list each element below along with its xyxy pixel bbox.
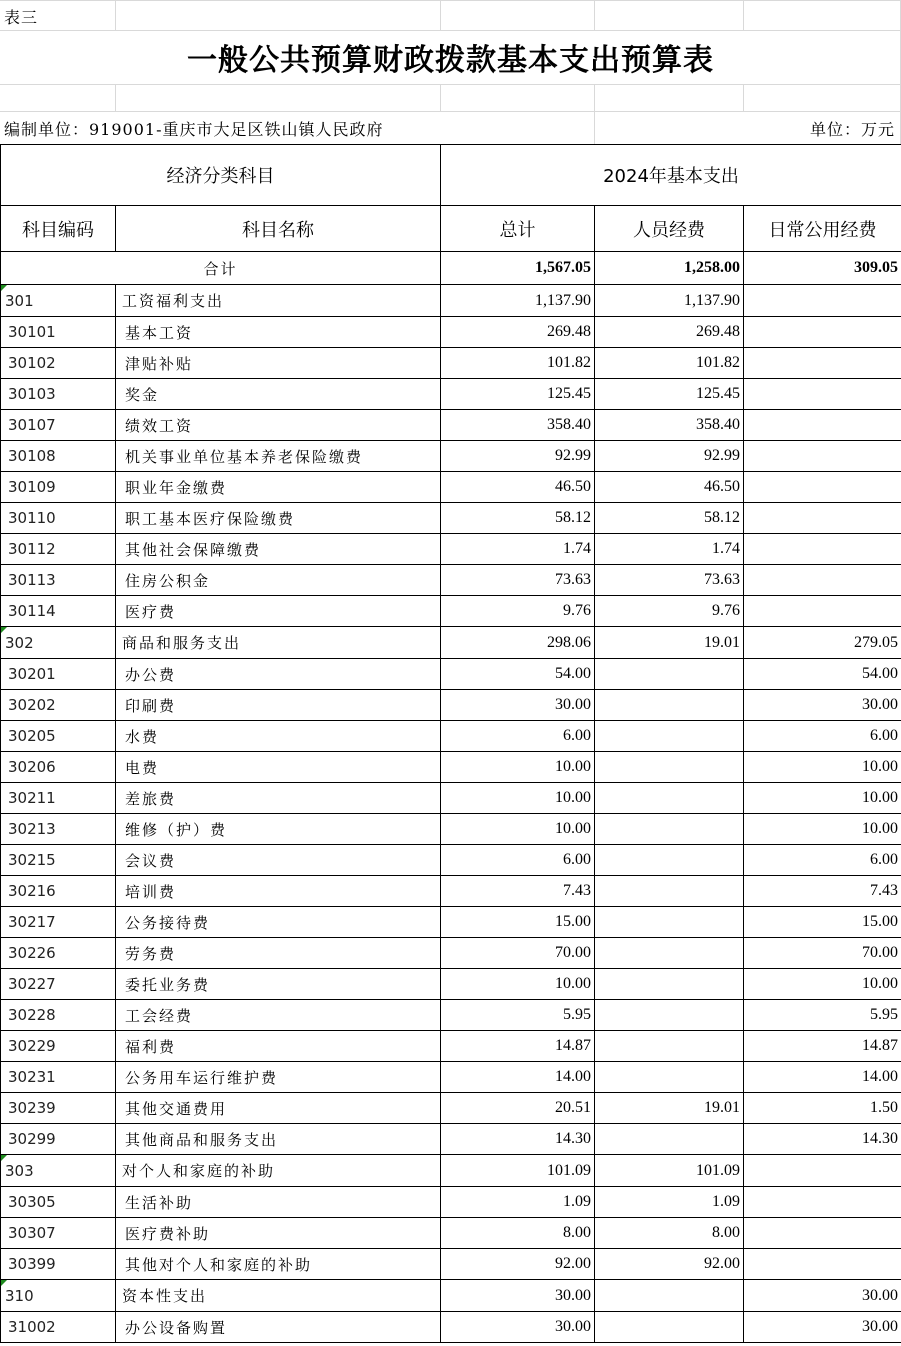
row-code: 30226 <box>1 938 116 969</box>
table-row <box>1 410 901 441</box>
row-name: 工会经费 <box>116 1000 441 1031</box>
row-total: 30.00 <box>441 1280 595 1312</box>
row-code: 30205 <box>1 721 116 752</box>
row-total: 14.30 <box>441 1124 595 1155</box>
row-personnel <box>595 659 744 690</box>
row-code: 30113 <box>1 565 116 596</box>
row-name: 生活补助 <box>116 1187 441 1218</box>
table-row <box>1 565 901 596</box>
cell-marker-icon <box>1 1155 7 1161</box>
row-total: 125.45 <box>441 379 595 410</box>
row-personnel: 125.45 <box>595 379 744 410</box>
row-personnel <box>595 1312 744 1343</box>
row-public: 30.00 <box>744 690 901 721</box>
row-total: 15.00 <box>441 907 595 938</box>
table-row <box>1 596 901 627</box>
row-public <box>744 503 901 534</box>
row-personnel <box>595 1062 744 1093</box>
row-name: 职工基本医疗保险缴费 <box>116 503 441 534</box>
row-name: 电费 <box>116 752 441 783</box>
row-public: 14.30 <box>744 1124 901 1155</box>
row-personnel <box>595 845 744 876</box>
table-row <box>1 907 901 938</box>
row-public: 10.00 <box>744 783 901 814</box>
row-personnel: 58.12 <box>595 503 744 534</box>
row-name: 职业年金缴费 <box>116 472 441 503</box>
row-personnel <box>595 1031 744 1062</box>
row-code: 30216 <box>1 876 116 907</box>
row-personnel: 92.00 <box>595 1249 744 1280</box>
header-econ-class: 经济分类科目 <box>1 145 441 206</box>
row-public: 30.00 <box>744 1280 901 1312</box>
row-personnel: 1,137.90 <box>595 285 744 317</box>
row-code: 30107 <box>1 410 116 441</box>
row-public <box>744 348 901 379</box>
row-code: 30114 <box>1 596 116 627</box>
table-row <box>1 659 901 690</box>
row-total: 101.09 <box>441 1155 595 1187</box>
row-public: 30.00 <box>744 1312 901 1343</box>
total-sum: 1,567.05 <box>441 252 595 285</box>
row-total: 6.00 <box>441 845 595 876</box>
row-name: 津贴补贴 <box>116 348 441 379</box>
table-row <box>1 814 901 845</box>
row-code: 30109 <box>1 472 116 503</box>
row-total: 9.76 <box>441 596 595 627</box>
row-code: 30217 <box>1 907 116 938</box>
header-name: 科目名称 <box>116 206 441 252</box>
table-row <box>1 1280 901 1312</box>
row-public: 14.87 <box>744 1031 901 1062</box>
row-code: 30103 <box>1 379 116 410</box>
row-name: 工资福利支出 <box>116 285 441 317</box>
row-total: 358.40 <box>441 410 595 441</box>
row-name: 维修（护）费 <box>116 814 441 845</box>
row-public: 10.00 <box>744 814 901 845</box>
table-row <box>1 752 901 783</box>
row-total: 1.09 <box>441 1187 595 1218</box>
table-row <box>1 1031 901 1062</box>
row-public <box>744 379 901 410</box>
row-public <box>744 317 901 348</box>
row-public: 5.95 <box>744 1000 901 1031</box>
row-personnel <box>595 969 744 1000</box>
row-public <box>744 1155 901 1187</box>
row-personnel <box>595 721 744 752</box>
table-row <box>1 876 901 907</box>
table-row <box>1 1249 901 1280</box>
row-total: 20.51 <box>441 1093 595 1124</box>
row-personnel: 1.09 <box>595 1187 744 1218</box>
row-code: 303 <box>1 1155 116 1187</box>
header-personnel: 人员经费 <box>595 206 744 252</box>
row-total: 269.48 <box>441 317 595 348</box>
row-name: 绩效工资 <box>116 410 441 441</box>
row-personnel: 1.74 <box>595 534 744 565</box>
row-personnel: 269.48 <box>595 317 744 348</box>
page-title: 一般公共预算财政拨款基本支出预算表 <box>187 43 714 78</box>
table-row <box>1 348 901 379</box>
row-public: 14.00 <box>744 1062 901 1093</box>
total-personnel: 1,258.00 <box>595 252 744 285</box>
table-row <box>1 1187 901 1218</box>
row-public <box>744 472 901 503</box>
row-total: 30.00 <box>441 690 595 721</box>
row-code: 30239 <box>1 1093 116 1124</box>
row-code: 30215 <box>1 845 116 876</box>
compiling-unit: 编制单位：919001-重庆市大足区铁山镇人民政府 <box>4 119 384 139</box>
table-row <box>1 1218 901 1249</box>
gridline <box>594 0 595 30</box>
row-total: 10.00 <box>441 752 595 783</box>
row-total: 46.50 <box>441 472 595 503</box>
table-row <box>1 1124 901 1155</box>
row-total: 73.63 <box>441 565 595 596</box>
row-personnel: 9.76 <box>595 596 744 627</box>
row-name: 劳务费 <box>116 938 441 969</box>
table-row <box>1 1093 901 1124</box>
row-public: 10.00 <box>744 969 901 1000</box>
row-code: 30202 <box>1 690 116 721</box>
row-public: 6.00 <box>744 721 901 752</box>
row-code: 30399 <box>1 1249 116 1280</box>
row-name: 基本工资 <box>116 317 441 348</box>
row-personnel: 8.00 <box>595 1218 744 1249</box>
table-row <box>1 1000 901 1031</box>
sheet-label: 表三 <box>4 7 39 27</box>
gridline <box>743 0 744 30</box>
row-code: 30211 <box>1 783 116 814</box>
row-personnel: 46.50 <box>595 472 744 503</box>
row-code: 301 <box>1 285 116 317</box>
row-code: 30108 <box>1 441 116 472</box>
row-personnel: 73.63 <box>595 565 744 596</box>
total-row <box>1 252 901 285</box>
table-row <box>1 285 901 317</box>
row-total: 92.00 <box>441 1249 595 1280</box>
row-public <box>744 565 901 596</box>
row-name: 奖金 <box>116 379 441 410</box>
row-name: 培训费 <box>116 876 441 907</box>
row-code: 30213 <box>1 814 116 845</box>
row-public <box>744 441 901 472</box>
row-name: 其他对个人和家庭的补助 <box>116 1249 441 1280</box>
row-personnel <box>595 690 744 721</box>
budget-table <box>0 144 901 1343</box>
row-name: 医疗费补助 <box>116 1218 441 1249</box>
row-public <box>744 410 901 441</box>
row-code: 30299 <box>1 1124 116 1155</box>
row-personnel <box>595 814 744 845</box>
row-code: 302 <box>1 627 116 659</box>
cell-marker-icon <box>1 1280 7 1286</box>
row-name: 其他商品和服务支出 <box>116 1124 441 1155</box>
row-total: 54.00 <box>441 659 595 690</box>
row-personnel <box>595 907 744 938</box>
table-row <box>1 721 901 752</box>
table-row <box>1 472 901 503</box>
row-code: 30101 <box>1 317 116 348</box>
row-public <box>744 1187 901 1218</box>
row-name: 办公费 <box>116 659 441 690</box>
row-total: 298.06 <box>441 627 595 659</box>
row-name: 资本性支出 <box>116 1280 441 1312</box>
row-personnel <box>595 783 744 814</box>
row-personnel: 101.09 <box>595 1155 744 1187</box>
row-code: 31002 <box>1 1312 116 1343</box>
row-code: 30102 <box>1 348 116 379</box>
row-name: 水费 <box>116 721 441 752</box>
row-personnel <box>595 876 744 907</box>
row-personnel <box>595 1000 744 1031</box>
table-row <box>1 1155 901 1187</box>
row-public: 15.00 <box>744 907 901 938</box>
row-code: 30112 <box>1 534 116 565</box>
row-personnel: 101.82 <box>595 348 744 379</box>
header-total: 总计 <box>441 206 595 252</box>
row-total: 92.99 <box>441 441 595 472</box>
row-name: 机关事业单位基本养老保险缴费 <box>116 441 441 472</box>
row-public <box>744 1249 901 1280</box>
gridline <box>115 84 116 111</box>
row-name: 办公设备购置 <box>116 1312 441 1343</box>
row-total: 10.00 <box>441 814 595 845</box>
row-total: 58.12 <box>441 503 595 534</box>
row-total: 8.00 <box>441 1218 595 1249</box>
currency-unit: 单位：万元 <box>809 119 895 139</box>
row-name: 福利费 <box>116 1031 441 1062</box>
row-total: 70.00 <box>441 938 595 969</box>
row-personnel: 92.99 <box>595 441 744 472</box>
total-label: 合计 <box>1 252 441 285</box>
row-total: 10.00 <box>441 783 595 814</box>
row-public <box>744 1218 901 1249</box>
row-code: 30206 <box>1 752 116 783</box>
row-public: 7.43 <box>744 876 901 907</box>
total-public: 309.05 <box>744 252 901 285</box>
row-total: 7.43 <box>441 876 595 907</box>
gridline <box>594 84 595 144</box>
cell-marker-icon <box>1 627 7 633</box>
row-code: 30110 <box>1 503 116 534</box>
table-row <box>1 783 901 814</box>
row-total: 101.82 <box>441 348 595 379</box>
row-name: 其他社会保障缴费 <box>116 534 441 565</box>
table-row <box>1 534 901 565</box>
header-code: 科目编码 <box>1 206 116 252</box>
row-name: 对个人和家庭的补助 <box>116 1155 441 1187</box>
row-total: 14.87 <box>441 1031 595 1062</box>
table-row <box>1 1312 901 1343</box>
table-row <box>1 441 901 472</box>
gridline <box>440 0 441 30</box>
row-name: 公务接待费 <box>116 907 441 938</box>
row-code: 30227 <box>1 969 116 1000</box>
row-name: 委托业务费 <box>116 969 441 1000</box>
row-public <box>744 285 901 317</box>
table-row <box>1 317 901 348</box>
row-public: 70.00 <box>744 938 901 969</box>
row-total: 5.95 <box>441 1000 595 1031</box>
header-year-basic: 2024年基本支出 <box>441 145 901 206</box>
table-row <box>1 1062 901 1093</box>
row-code: 30229 <box>1 1031 116 1062</box>
row-total: 10.00 <box>441 969 595 1000</box>
gridline <box>0 84 901 85</box>
row-code: 30228 <box>1 1000 116 1031</box>
header-public: 日常公用经费 <box>744 206 901 252</box>
row-public: 6.00 <box>744 845 901 876</box>
row-total: 30.00 <box>441 1312 595 1343</box>
row-public <box>744 596 901 627</box>
table-row <box>1 845 901 876</box>
table-row <box>1 627 901 659</box>
row-personnel <box>595 938 744 969</box>
row-personnel <box>595 752 744 783</box>
row-total: 14.00 <box>441 1062 595 1093</box>
row-name: 印刷费 <box>116 690 441 721</box>
row-code: 30231 <box>1 1062 116 1093</box>
row-public: 1.50 <box>744 1093 901 1124</box>
row-code: 30201 <box>1 659 116 690</box>
gridline <box>743 84 744 111</box>
row-name: 医疗费 <box>116 596 441 627</box>
row-public: 10.00 <box>744 752 901 783</box>
row-name: 公务用车运行维护费 <box>116 1062 441 1093</box>
table-row <box>1 503 901 534</box>
row-personnel: 19.01 <box>595 1093 744 1124</box>
table-row <box>1 938 901 969</box>
row-personnel <box>595 1280 744 1312</box>
row-code: 30307 <box>1 1218 116 1249</box>
row-personnel <box>595 1124 744 1155</box>
row-public: 54.00 <box>744 659 901 690</box>
table-row <box>1 379 901 410</box>
table-row <box>1 690 901 721</box>
row-name: 会议费 <box>116 845 441 876</box>
row-public: 279.05 <box>744 627 901 659</box>
gridline <box>115 0 116 30</box>
row-total: 1.74 <box>441 534 595 565</box>
row-personnel: 19.01 <box>595 627 744 659</box>
row-total: 1,137.90 <box>441 285 595 317</box>
row-code: 30305 <box>1 1187 116 1218</box>
row-total: 6.00 <box>441 721 595 752</box>
table-row <box>1 969 901 1000</box>
row-personnel: 358.40 <box>595 410 744 441</box>
row-name: 其他交通费用 <box>116 1093 441 1124</box>
row-name: 差旅费 <box>116 783 441 814</box>
gridline <box>440 84 441 111</box>
gridline <box>0 0 901 1</box>
cell-marker-icon <box>1 285 7 291</box>
row-name: 商品和服务支出 <box>116 627 441 659</box>
header-row-columns <box>1 206 901 252</box>
row-code: 310 <box>1 1280 116 1312</box>
row-name: 住房公积金 <box>116 565 441 596</box>
row-public <box>744 534 901 565</box>
header-row-group <box>1 145 901 206</box>
